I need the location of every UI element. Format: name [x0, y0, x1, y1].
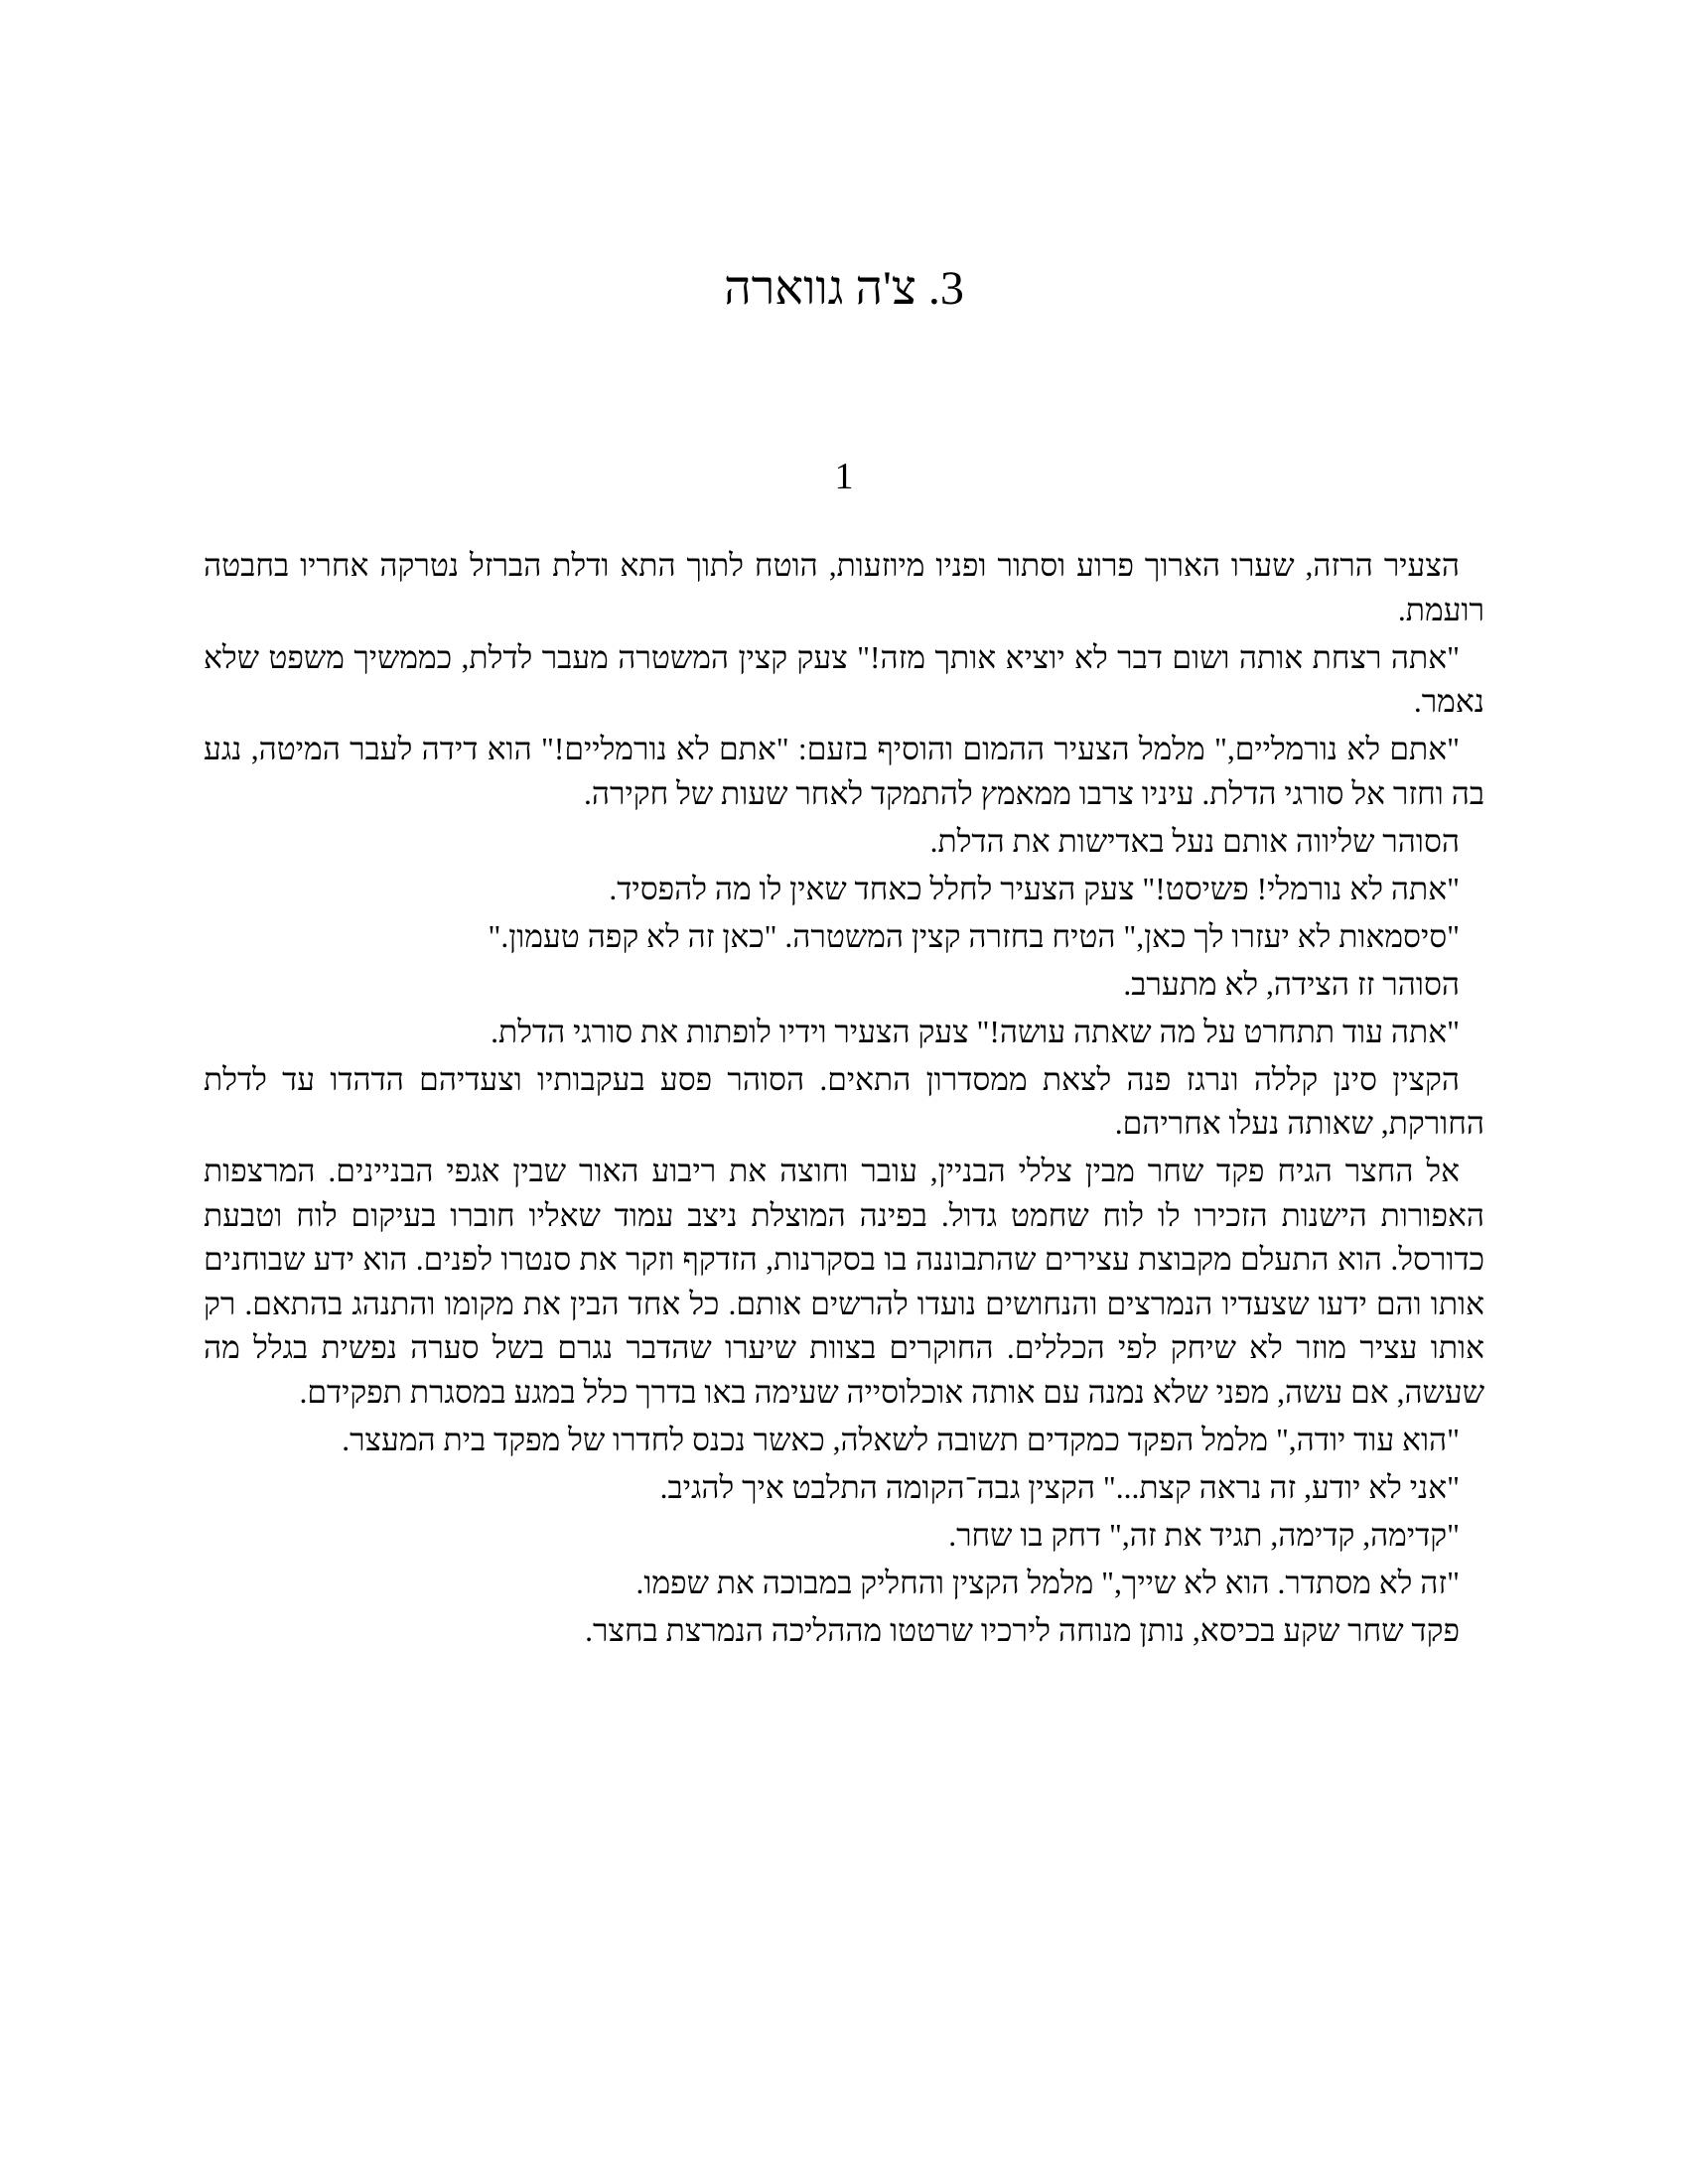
paragraph: אל החצר הגיח פקד שחר מבין צללי הבניין, עובר וחוצה את ריבוע האור שבין אגפי הבניינים. המרצפות האפורות הישנות הזכירו לו לוח שחמט גדול. בפינה המוצלת ניצב עמוד שאליו חוברו בעיקום לוח וטבעת כדורסל. הוא התעלם מקבוצת עצירים שהתבוננה בו בסקרנות, הזדקף וזקר את סנטרו לפנים. הוא ידע שבוחנים אותו והם ידעו שצעדיו הנמרצים והנחושים נועדו להרשים אותם. כל אחד הבין את מקומו והתנהג בהתאם. רק אותו עציר מוזר לא שיחק לפי הכללים. החוקרים בצוות שיערו שהדבר נגרם בשל סערה נפשית בגלל מה שעשה, אם עשה, מפני שלא נמנה עם אותה אוכלוסייה שעימה באו בדרך כלל במגע במסגרת תפקידם.	[204, 1154, 1484, 1410]
paragraph: הסוהר שליווה אותם נעל באדישות את הדלת.	[929, 823, 1460, 859]
paragraph: "אני לא יודע, זה נראה קצת..." הקצין גבה־הקומה התלבט איך להגיב.	[659, 1469, 1460, 1505]
paragraph: הקצין סינן קללה ונרגז פנה לצאת ממסדרון התאים. הסוהר פסע בעקבותיו וצעדיהם הדהדו עד לדלת החורקת, שאותה נעלו אחריהם.	[204, 1061, 1484, 1141]
paragraph: הצעיר הרזה, שערו הארוך פרוע וסתור ופניו מיוזעות, הוטח לתוך התא ודלת הברזל נטרקה אחריו בחבטה רועמת.	[204, 548, 1484, 627]
section-number: 1	[834, 456, 854, 497]
paragraph: "קדימה, קדימה, תגיד את זה," דחק בו שחר.	[948, 1517, 1460, 1553]
chapter-title: 3. צ'ה גווארה	[724, 262, 964, 315]
paragraph: "אתה לא נורמלי! פשיסט!" צעק הצעיר לחלל כאחד שאין לו מה להפסיד.	[609, 871, 1460, 906]
paragraph: "הוא עוד יודה," מלמל הפקד כמקדים תשובה לשאלה, כאשר נכנס לחדרו של מפקד בית המעצר.	[342, 1422, 1460, 1457]
body-text	[204, 544, 1484, 1657]
paragraph: "אתה רצחת אותה ושום דבר לא יוציא אותך מזה!" צעק קצין המשטרה מעבר לדלת, כממשיך משפט שלא נאמר.	[204, 639, 1484, 719]
paragraph: "זה לא מסתדר. הוא לא שייך," מלמל הקצין והחליק במבוכה את שפמו.	[635, 1565, 1460, 1600]
paragraph: הסוהר זז הצידה, לא מתערב.	[1123, 966, 1460, 1002]
paragraph: "סיסמאות לא יעזרו לך כאן," הטיח בחזרה קצין המשטרה. "כאן זה לא קפה טעמון."	[488, 918, 1460, 954]
paragraph: "אתה עוד תתחרט על מה שאתה עושה!" צעק הצעיר וידיו לופתות את סורגי הדלת.	[491, 1014, 1460, 1049]
paragraph: פקד שחר שקע בכיסא, נותן מנוחה לירכיו שרטטו מההליכה הנמרצת בחצר.	[585, 1612, 1460, 1648]
paragraph: "אתם לא נורמליים," מלמל הצעיר ההמום והוסיף בזעם: "אתם לא נורמליים!" הוא דידה לעבר המיטה, נגע בה וחזר אל סורגי הדלת. עיניו צרבו ממאמץ להתמקד לאחר שעות של חקירה.	[204, 732, 1484, 811]
